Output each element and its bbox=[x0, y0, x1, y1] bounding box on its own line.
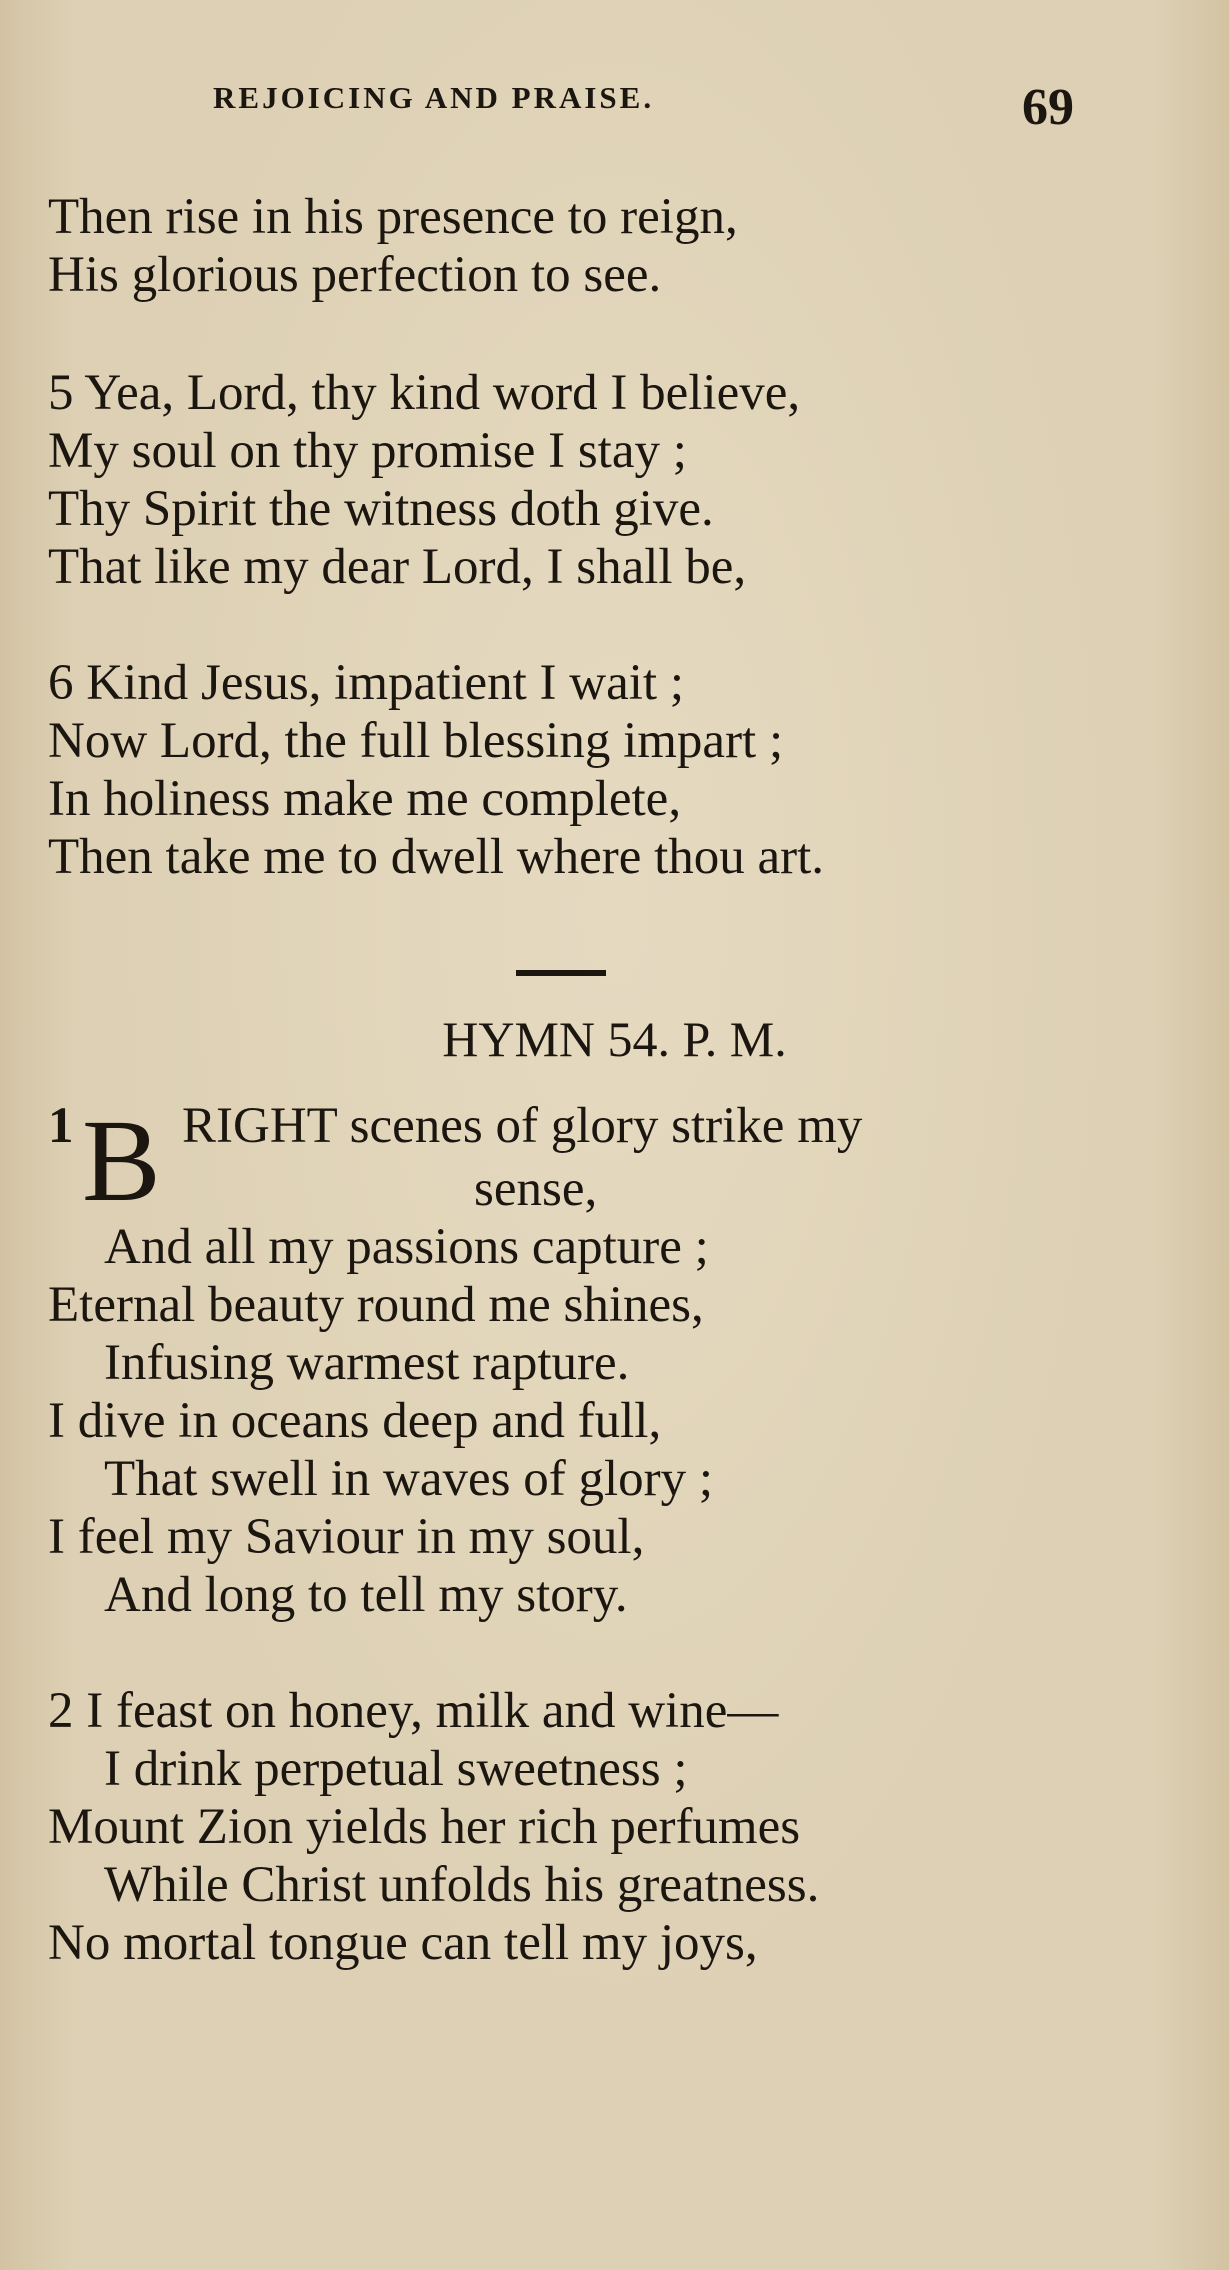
verse-line: I drink perpetual sweetness ; bbox=[104, 1741, 688, 1797]
verse-line: I dive in oceans deep and full, bbox=[48, 1393, 662, 1449]
verse-line-continuation: sense, bbox=[474, 1161, 598, 1217]
verse-line: 2 I feast on honey, milk and wine— bbox=[48, 1683, 779, 1739]
verse-line: And long to tell my story. bbox=[104, 1567, 628, 1623]
verse-line: And all my passions capture ; bbox=[104, 1219, 709, 1275]
verse-line: While Christ unfolds his greatness. bbox=[104, 1857, 820, 1913]
verse-line: His glorious perfection to see. bbox=[48, 247, 662, 303]
verse-line: RIGHT scenes of glory strike my bbox=[182, 1098, 863, 1154]
verse-line: Thy Spirit the witness doth give. bbox=[48, 481, 714, 537]
page-number: 69 bbox=[1022, 79, 1074, 136]
verse-line: Now Lord, the full blessing impart ; bbox=[48, 713, 784, 769]
verse-line: I feel my Saviour in my soul, bbox=[48, 1509, 645, 1565]
verse-line: Mount Zion yields her rich perfumes bbox=[48, 1799, 801, 1855]
verse-line: In holiness make me complete, bbox=[48, 771, 682, 827]
section-divider bbox=[516, 970, 606, 976]
verse-line: 6 Kind Jesus, impatient I wait ; bbox=[48, 655, 685, 711]
verse-line: 5 Yea, Lord, thy kind word I believe, bbox=[48, 365, 801, 421]
verse-line: Then rise in his presence to reign, bbox=[48, 189, 738, 245]
drop-cap: B bbox=[82, 1095, 161, 1226]
hymn-title: HYMN 54. P. M. bbox=[442, 1011, 787, 1067]
stanza-number-text: 1 bbox=[48, 1098, 74, 1154]
running-head: REJOICING AND PRAISE. bbox=[213, 80, 655, 115]
verse-line: That swell in waves of glory ; bbox=[104, 1451, 714, 1507]
verse-line: My soul on thy promise I stay ; bbox=[48, 423, 687, 479]
verse-line: No mortal tongue can tell my joys, bbox=[48, 1915, 758, 1971]
verse-line: Then take me to dwell where thou art. bbox=[48, 829, 825, 885]
verse-line: Infusing warmest rapture. bbox=[104, 1335, 630, 1391]
verse-line: Eternal beauty round me shines, bbox=[48, 1277, 704, 1333]
verse-line: That like my dear Lord, I shall be, bbox=[48, 539, 747, 595]
